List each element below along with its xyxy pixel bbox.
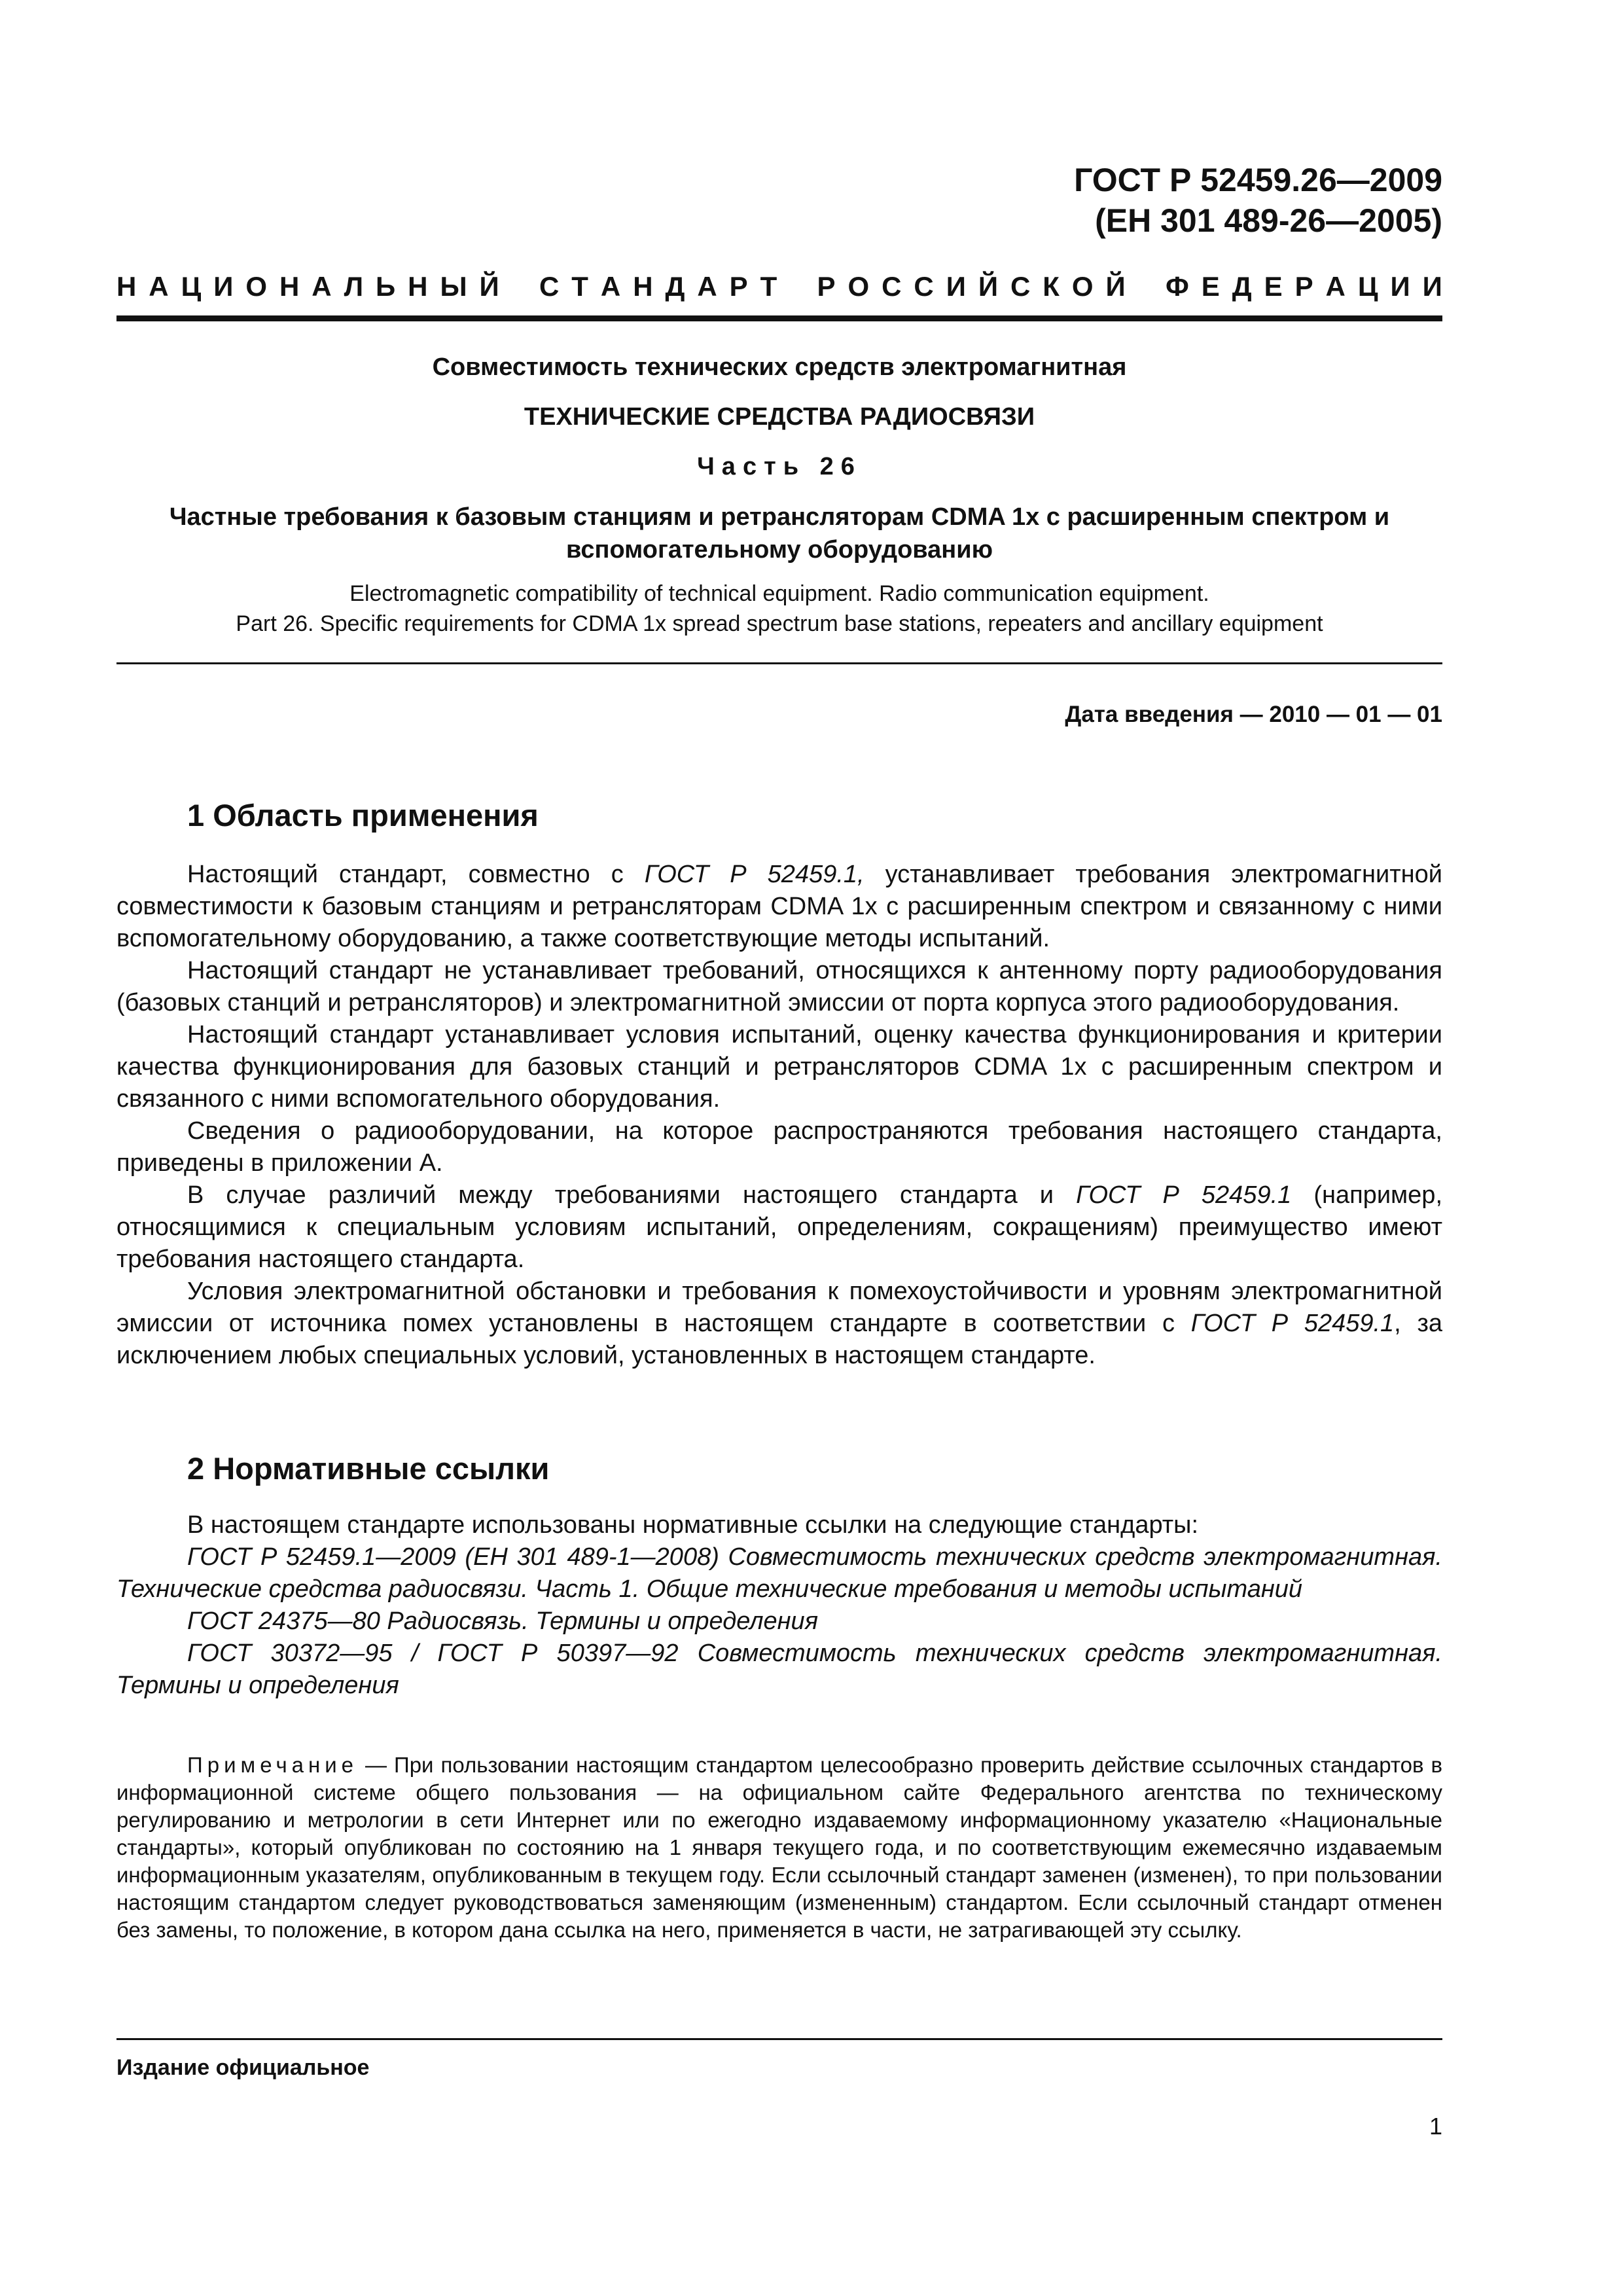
english-title-line-2: Part 26. Specific requirements for CDMA 1x spread spectrum base stations, repeaters and ancillary equipment [236, 611, 1323, 636]
national-title-letter: А [600, 271, 621, 302]
national-title-letter: А [149, 271, 169, 302]
national-title-letter: Н [116, 271, 137, 302]
paragraph [116, 859, 1442, 955]
paragraph-text: , за исключением любых специальных условий, установленных в настоящем стандарте. [116, 1310, 1442, 1369]
national-title-letter: О [1071, 271, 1094, 302]
national-title-letter: И [213, 271, 234, 302]
national-title-letter: Ц [1357, 271, 1378, 302]
national-title-letter: Е [1201, 271, 1220, 302]
page-number: 1 [1429, 2113, 1442, 2140]
national-title-letter: Ф [1165, 271, 1189, 302]
document-number-gost: ГОСТ Р 52459.26—2009 [1074, 162, 1442, 198]
paragraph-text: Условия электромагнитной обстановки и требования к помехоустойчивости и уровням электромагнитной эмиссии от источника помех установлены в настоящем стандарте в соответствии с [116, 1278, 1442, 1337]
section-1-body [116, 859, 1442, 1372]
national-title-word-gap [512, 271, 527, 302]
introduction-date: Дата введения — 2010 — 01 — 01 [1065, 702, 1442, 727]
paragraph [116, 1179, 1442, 1276]
national-title-letter: И [946, 271, 966, 302]
paragraph [116, 1276, 1442, 1372]
official-edition-label: Издание официальное [116, 2055, 370, 2080]
paragraph: Настоящий стандарт устанавливает условия испытаний, оценку качества функционирования и критерии качества функционирования для базовых станций и ретрансляторов CDMA 1x с расширенным спектром и связанного с ними вспомогательного оборудования. [116, 1021, 1442, 1113]
national-title-letter: С [914, 271, 934, 302]
paragraph: Сведения о радиооборудовании, на которое распространяются требования настоящего стандарта, приведены в приложении А. [116, 1117, 1442, 1177]
national-title-letter: И [1390, 271, 1410, 302]
national-title-letter: Л [344, 271, 364, 302]
note [116, 1751, 1442, 1944]
paragraph-text: Настоящий стандарт, совместно с [187, 861, 645, 888]
paragraph: В настоящем стандарте использованы нормативные ссылки на следующие стандарты: [187, 1511, 1199, 1539]
title-divider [116, 662, 1442, 664]
part-title: Частные требования к базовым станциям и ретрансляторам CDMA 1x с расширенным спектром и вспомогательному оборудованию [169, 503, 1390, 564]
standard-reference: ГОСТ Р 52459.1, [644, 861, 865, 888]
national-title-word-gap [1138, 271, 1153, 302]
standard-main-title: ТЕХНИЧЕСКИЕ СРЕДСТВА РАДИОСВЯЗИ [524, 403, 1035, 431]
section-1-heading: 1 Область применения [187, 798, 539, 833]
national-title-letter: О [245, 271, 268, 302]
national-title-letter: Й [978, 271, 999, 302]
paragraph: Настоящий стандарт не устанавливает требований, относящихся к антенному порту радиооборудования (базовых станций и ретрансляторов) и электромагнитной эмиссии от порта корпуса этого радиооборудования. [116, 957, 1442, 1016]
paragraph-text: устанавливает требования электромагнитной совместимости к базовым станциям и ретрансляторам CDMA 1x с расширенным спектром и связанному с ними вспомогательному оборудованию, а также соответствующие методы испытаний. [116, 861, 1442, 952]
national-title-letter: Р [1294, 271, 1313, 302]
note-paragraph [116, 1751, 1442, 1944]
national-title-letter: Е [1264, 271, 1283, 302]
standard-group-title: Совместимость технических средств электромагнитная [432, 353, 1127, 381]
national-title-letter: Т [760, 271, 777, 302]
national-standard-title [116, 271, 1442, 302]
normative-reference: ГОСТ 24375—80 Радиосвязь. Термины и определения [187, 1607, 818, 1635]
english-title-line-1: Electromagnetic compatibility of technical equipment. Radio communication equipment. [349, 581, 1209, 606]
national-title-letter: Ы [440, 271, 467, 302]
national-title-letter: Ц [181, 271, 202, 302]
national-title-letter: Р [729, 271, 748, 302]
document-number [1074, 160, 1442, 241]
national-title-letter: Н [633, 271, 653, 302]
section-2-body [116, 1509, 1442, 1702]
national-title-letter: С [882, 271, 902, 302]
national-title-letter: Й [1105, 271, 1126, 302]
header-divider [116, 315, 1442, 321]
standard-reference: ГОСТ Р 52459.1 [1076, 1181, 1292, 1209]
note-text: — При пользовании настоящим стандартом целесообразно проверить действие ссылочных стандартов в информационной системе общего пользования — на официальном сайте Федерального агентства по техническому регулированию и метрологии в сети Интернет или по ежегодно издаваемому информационному указателю «Национальные стандарты», который опубликован по состоянию на 1 января текущего года, и по соответствующим ежемесячно издаваемым информационным указателям, опубликованным в текущем году. Если ссылочный стандарт заменен (изменен), то при пользовании настоящим стандартом следует руководствоваться заменяющим (измененным) стандартом. Если ссылочный стандарт отменен без замены, то положение, в котором дана ссылка на него, применяется в части, не затрагивающей эту ссылку. [116, 1753, 1442, 1942]
national-title-letter: И [1422, 271, 1442, 302]
national-title-letter: Д [1232, 271, 1252, 302]
national-title-letter: Н [279, 271, 300, 302]
footer-divider [116, 2038, 1442, 2040]
national-title-letter: Н [408, 271, 428, 302]
note-label: Примечание [187, 1753, 359, 1777]
national-title-letter: Т [571, 271, 588, 302]
national-title-letter: Р [817, 271, 836, 302]
national-title-word-gap [789, 271, 804, 302]
paragraph-text: (например, относящимися к специальным условиям испытаний, определениям, сокращениям) преимущество имеют требования настоящего стандарта. [116, 1181, 1442, 1273]
national-title-letter: О [847, 271, 870, 302]
section-2-heading: 2 Нормативные ссылки [187, 1451, 550, 1486]
national-title-letter: Д [665, 271, 685, 302]
national-title-letter: К [1043, 271, 1060, 302]
normative-reference: ГОСТ 30372—95 / ГОСТ Р 50397—92 Совместимость технических средств электромагнитная. Термины и определения [116, 1640, 1442, 1699]
national-title-letter: С [539, 271, 560, 302]
national-title-letter: А [1325, 271, 1346, 302]
english-title [116, 579, 1442, 639]
national-title-letter: Й [479, 271, 499, 302]
national-title-letter: Ь [376, 271, 396, 302]
normative-reference: ГОСТ Р 52459.1—2009 (ЕН 301 489-1—2008) Совместимость технических средств электромагнитная. Технические средства радиосвязи. Часть 1. Общие технические требования и методы испытаний [116, 1543, 1442, 1603]
national-title-letter: С [1010, 271, 1031, 302]
national-title-letter: А [312, 271, 332, 302]
standard-reference: ГОСТ Р 52459.1 [1190, 1310, 1395, 1337]
national-title-letter: А [697, 271, 717, 302]
paragraph-text: В случае различий между требованиями настоящего стандарта и [187, 1181, 1077, 1209]
part-label: Часть 26 [697, 453, 862, 480]
document-number-en: (ЕН 301 489-26—2005) [1095, 202, 1442, 239]
